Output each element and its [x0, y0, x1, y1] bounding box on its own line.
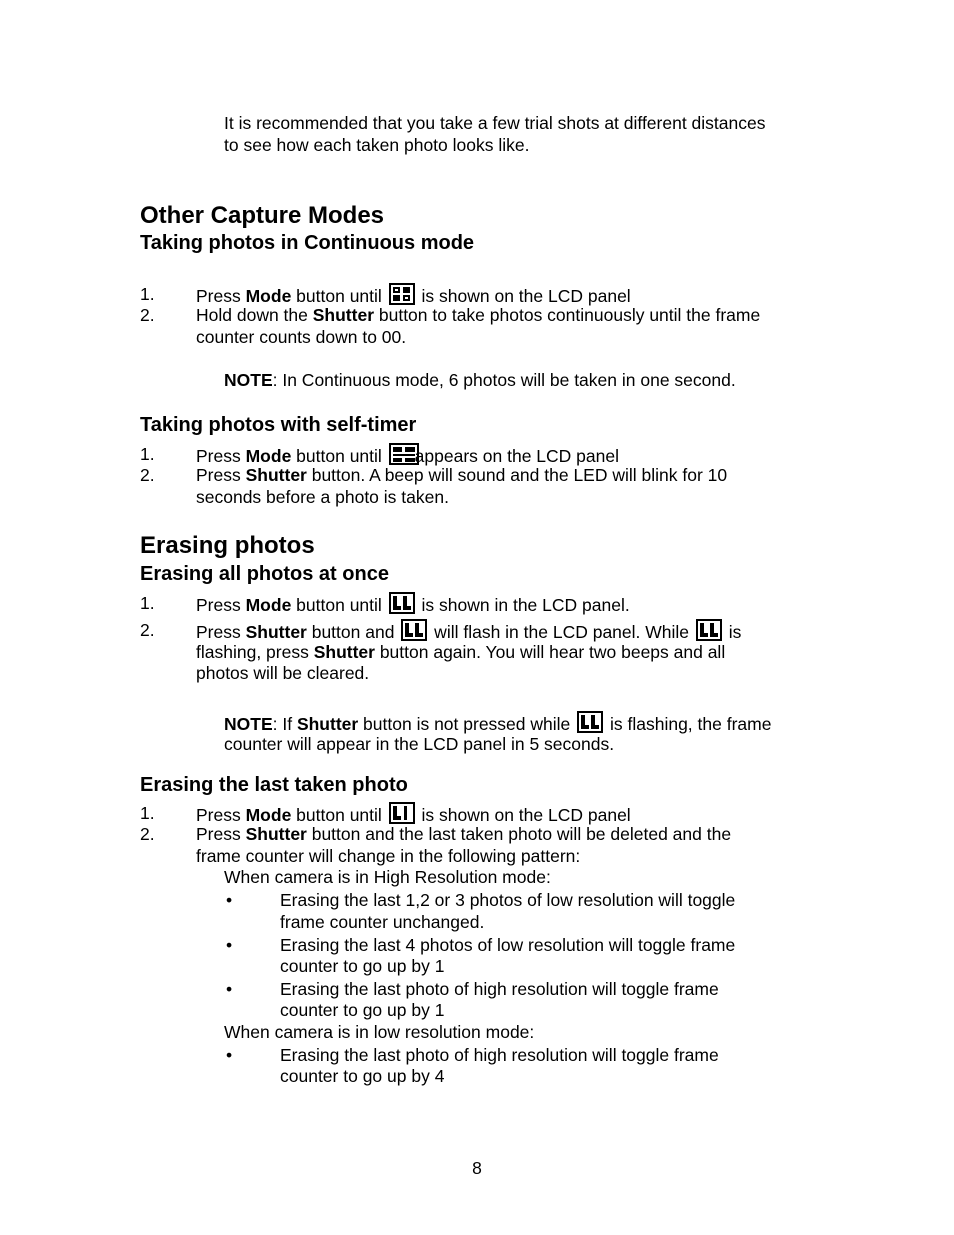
bullet-icon: • [226, 1045, 233, 1065]
erase-all-step-1: Press Mode button until is shown in the LCD panel. [196, 592, 630, 616]
intro-line-1: It is recommended that you take a few trial shots at different distances [224, 113, 766, 133]
erase-all-note-line-2: counter will appear in the LCD panel in 5 seconds. [224, 734, 615, 754]
step-number: 1. [140, 284, 155, 304]
continuous-step-2-line-2: counter counts down to 00. [196, 327, 407, 347]
section-title-other-capture-modes: Other Capture Modes [140, 202, 385, 229]
erase-last-step-1: Press Mode button until is shown on the LCD panel [196, 802, 631, 826]
erase-all-icon [577, 711, 603, 733]
section-title-erasing-photos: Erasing photos [140, 532, 315, 559]
heading-self-timer: Taking photos with self-timer [140, 414, 417, 436]
step-number: 2. [140, 465, 155, 485]
heading-erasing-all: Erasing all photos at once [140, 563, 389, 585]
self-timer-icon [389, 443, 415, 465]
step-number: 2. [140, 620, 155, 640]
list-item: Erasing the last 1,2 or 3 photos of low resolution will toggle [280, 890, 736, 910]
erase-all-step-2-line-2: flashing, press Shutter button again. You will hear two beeps and all [196, 642, 726, 662]
erase-last-step-2: Press Shutter button and the last taken photo will be deleted and the [196, 824, 732, 844]
continuous-mode-icon [389, 283, 415, 305]
erase-all-icon [696, 619, 722, 641]
low-resolution-label: When camera is in low resolution mode: [224, 1022, 535, 1042]
heading-continuous-mode: Taking photos in Continuous mode [140, 232, 475, 254]
step-number: 2. [140, 305, 155, 325]
step-number: 2. [140, 824, 155, 844]
self-timer-step-2: Press Shutter button. A beep will sound and the LED will blink for 10 [196, 465, 728, 485]
bullet-icon: • [226, 979, 233, 999]
page-number: 8 [472, 1158, 482, 1178]
erase-all-step-2: Press Shutter button and will flash in the LCD panel. While is [196, 619, 741, 643]
list-item: Erasing the last photo of high resolution will toggle frame [280, 1045, 719, 1065]
erase-all-note: NOTE: If Shutter button is not pressed while is flashing, the frame [224, 711, 771, 735]
list-item: Erasing the last photo of high resolution will toggle frame [280, 979, 719, 999]
erase-last-icon [389, 802, 415, 824]
continuous-note: NOTE: In Continuous mode, 6 photos will be taken in one second. [224, 370, 736, 390]
continuous-step-2: Hold down the Shutter button to take photos continuously until the frame [196, 305, 761, 325]
intro-line-2: to see how each taken photo looks like. [224, 135, 530, 155]
list-item-continued: counter to go up by 1 [280, 956, 445, 976]
erase-all-icon [389, 592, 415, 614]
list-item: Erasing the last 4 photos of low resolution will toggle frame [280, 935, 736, 955]
erase-last-step-2-line-2: frame counter will change in the following pattern: [196, 846, 581, 866]
high-resolution-label: When camera is in High Resolution mode: [224, 867, 551, 887]
list-item-continued: frame counter unchanged. [280, 912, 485, 932]
self-timer-step-1: Press Mode button until appears on the LCD panel [196, 443, 619, 467]
list-item-continued: counter to go up by 1 [280, 1000, 445, 1020]
bullet-icon: • [226, 890, 233, 910]
list-item-continued: counter to go up by 4 [280, 1066, 445, 1086]
bullet-icon: • [226, 935, 233, 955]
self-timer-step-2-line-2: seconds before a photo is taken. [196, 487, 449, 507]
step-number: 1. [140, 444, 155, 464]
erase-all-icon [401, 619, 427, 641]
step-number: 1. [140, 803, 155, 823]
step-number: 1. [140, 593, 155, 613]
heading-erasing-last: Erasing the last taken photo [140, 774, 408, 796]
continuous-step-1: Press Mode button until is shown on the LCD panel [196, 283, 631, 307]
erase-all-step-2-line-3: photos will be cleared. [196, 663, 370, 683]
